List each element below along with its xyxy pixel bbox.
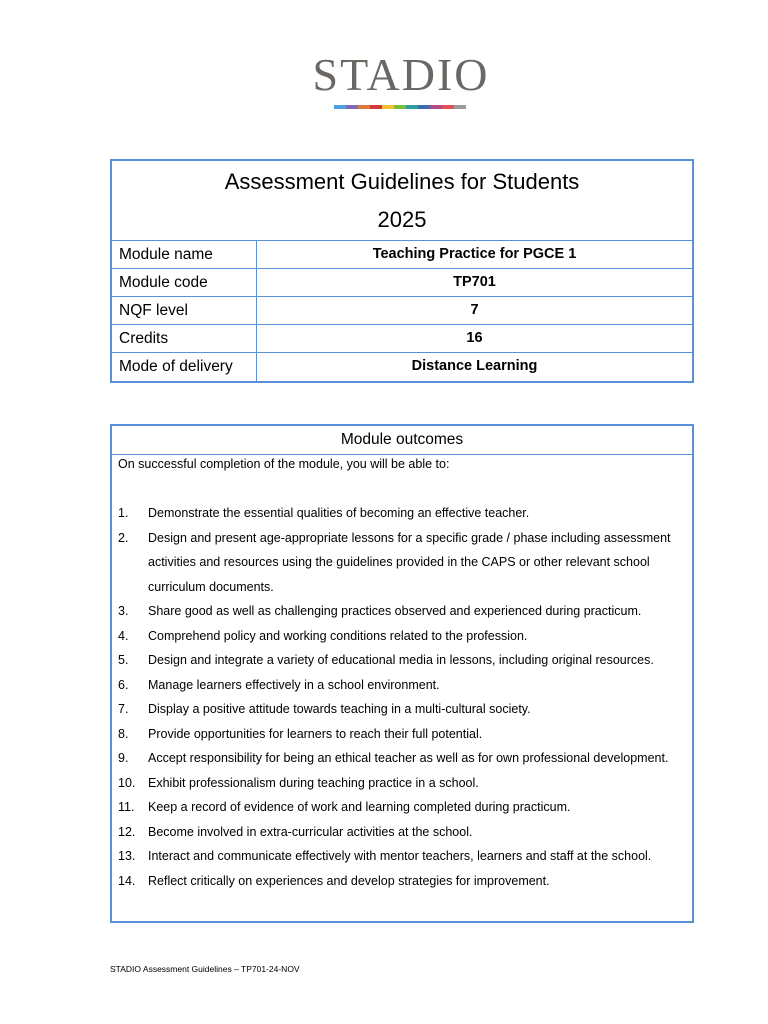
outcomes-body [112, 455, 692, 893]
outcome-text: Demonstrate the essential qualities of becoming an effective teacher. [148, 506, 530, 520]
outcome-item [118, 673, 686, 698]
table-title [112, 161, 692, 241]
page-footer: STADIO Assessment Guidelines – TP701-24-NOV [110, 964, 300, 974]
outcome-text: Design and present age-appropriate lessons for a specific grade / phase including assessment activities and resources using the guidelines provided in the CAPS or other relevant school curriculum documents. [148, 530, 671, 594]
info-value: Teaching Practice for PGCE 1 [372, 246, 577, 262]
outcome-text: Reflect critically on experiences and develop strategies for improvement. [148, 873, 550, 888]
info-value: TP701 [453, 274, 496, 290]
outcome-text: Provide opportunities for learners to reach their full potential. [148, 726, 483, 741]
outcome-number: 3. [118, 604, 129, 618]
logo-color-segment [334, 105, 346, 109]
logo-color-segment [418, 105, 430, 109]
outcome-text: Share good as well as challenging practices observed and experienced during practicum. [148, 604, 642, 618]
outcomes-list [118, 501, 686, 893]
info-label: Credits [112, 325, 257, 352]
outcome-text: Accept responsibility for being an ethical teacher as well as for own professional development. [148, 751, 669, 765]
outcome-number: 7. [118, 702, 129, 716]
outcome-number: 5. [118, 653, 129, 667]
module-outcomes-table [110, 424, 694, 923]
outcome-item [118, 526, 686, 600]
info-row-credits [112, 325, 692, 353]
outcome-text: Design and integrate a variety of educational media in lessons, including original resources. [148, 653, 654, 667]
outcome-text: Keep a record of evidence of work and learning completed during practicum. [148, 800, 571, 814]
outcome-item [118, 795, 686, 820]
outcome-text: Comprehend policy and working conditions related to the profession. [148, 628, 528, 643]
outcome-number: 13. [118, 849, 136, 863]
logo-color-segment [394, 105, 406, 109]
outcome-number: 12. [118, 824, 136, 839]
outcome-number: 6. [118, 677, 129, 692]
outcome-number: 4. [118, 628, 129, 643]
logo-color-segment [454, 105, 466, 109]
info-row-module-code [112, 269, 692, 297]
info-value: Distance Learning [411, 358, 538, 374]
info-row-mode-of-delivery [112, 353, 692, 381]
outcome-text: Manage learners effectively in a school environment. [148, 677, 440, 692]
logo-wordmark: STADIO [312, 49, 490, 100]
outcome-number: 8. [118, 726, 129, 741]
info-row-nqf-level [112, 297, 692, 325]
outcome-item [118, 624, 686, 649]
outcome-text: Display a positive attitude towards teaching in a multi-cultural society. [148, 702, 531, 716]
outcome-item [118, 771, 686, 796]
outcome-number: 11. [118, 800, 135, 814]
outcome-item [118, 722, 686, 747]
outcome-text: Exhibit professionalism during teaching practice in a school. [148, 775, 479, 790]
stadio-logo [288, 50, 514, 114]
outcome-item [118, 844, 686, 869]
document-year: 2025 [377, 207, 427, 232]
info-label: Module name [112, 241, 257, 268]
outcome-number: 10. [118, 775, 136, 790]
info-label: NQF level [112, 297, 257, 324]
outcome-item [118, 697, 686, 722]
logo-color-segment [406, 105, 418, 109]
logo-color-segment [358, 105, 370, 109]
outcome-number: 14. [118, 873, 136, 888]
outcome-text: Become involved in extra-curricular activities at the school. [148, 824, 473, 839]
document-title: Assessment Guidelines for Students [224, 169, 580, 194]
logo-color-segment [346, 105, 358, 109]
logo-color-segment [370, 105, 382, 109]
outcome-item [118, 501, 686, 526]
logo-color-segment [442, 105, 454, 109]
info-value: 16 [466, 330, 483, 346]
outcome-number: 2. [118, 530, 129, 545]
outcome-item [118, 599, 686, 624]
outcomes-header: Module outcomes [112, 426, 692, 455]
outcome-number: 9. [118, 751, 129, 765]
outcome-item [118, 746, 686, 771]
info-label: Module code [112, 269, 257, 296]
outcome-text: Interact and communicate effectively with mentor teachers, learners and staff at the school. [148, 849, 652, 863]
logo-color-bar [334, 105, 466, 109]
outcome-number: 1. [118, 506, 129, 520]
outcome-item [118, 648, 686, 673]
logo-color-segment [430, 105, 442, 109]
outcome-item [118, 820, 686, 845]
outcomes-intro: On successful completion of the module, you will be able to: [118, 457, 450, 471]
logo-color-segment [382, 105, 394, 109]
module-info-table [110, 159, 694, 383]
info-label: Mode of delivery [112, 353, 257, 381]
outcome-item [118, 869, 686, 894]
info-row-module-name [112, 241, 692, 269]
info-value: 7 [470, 302, 479, 318]
